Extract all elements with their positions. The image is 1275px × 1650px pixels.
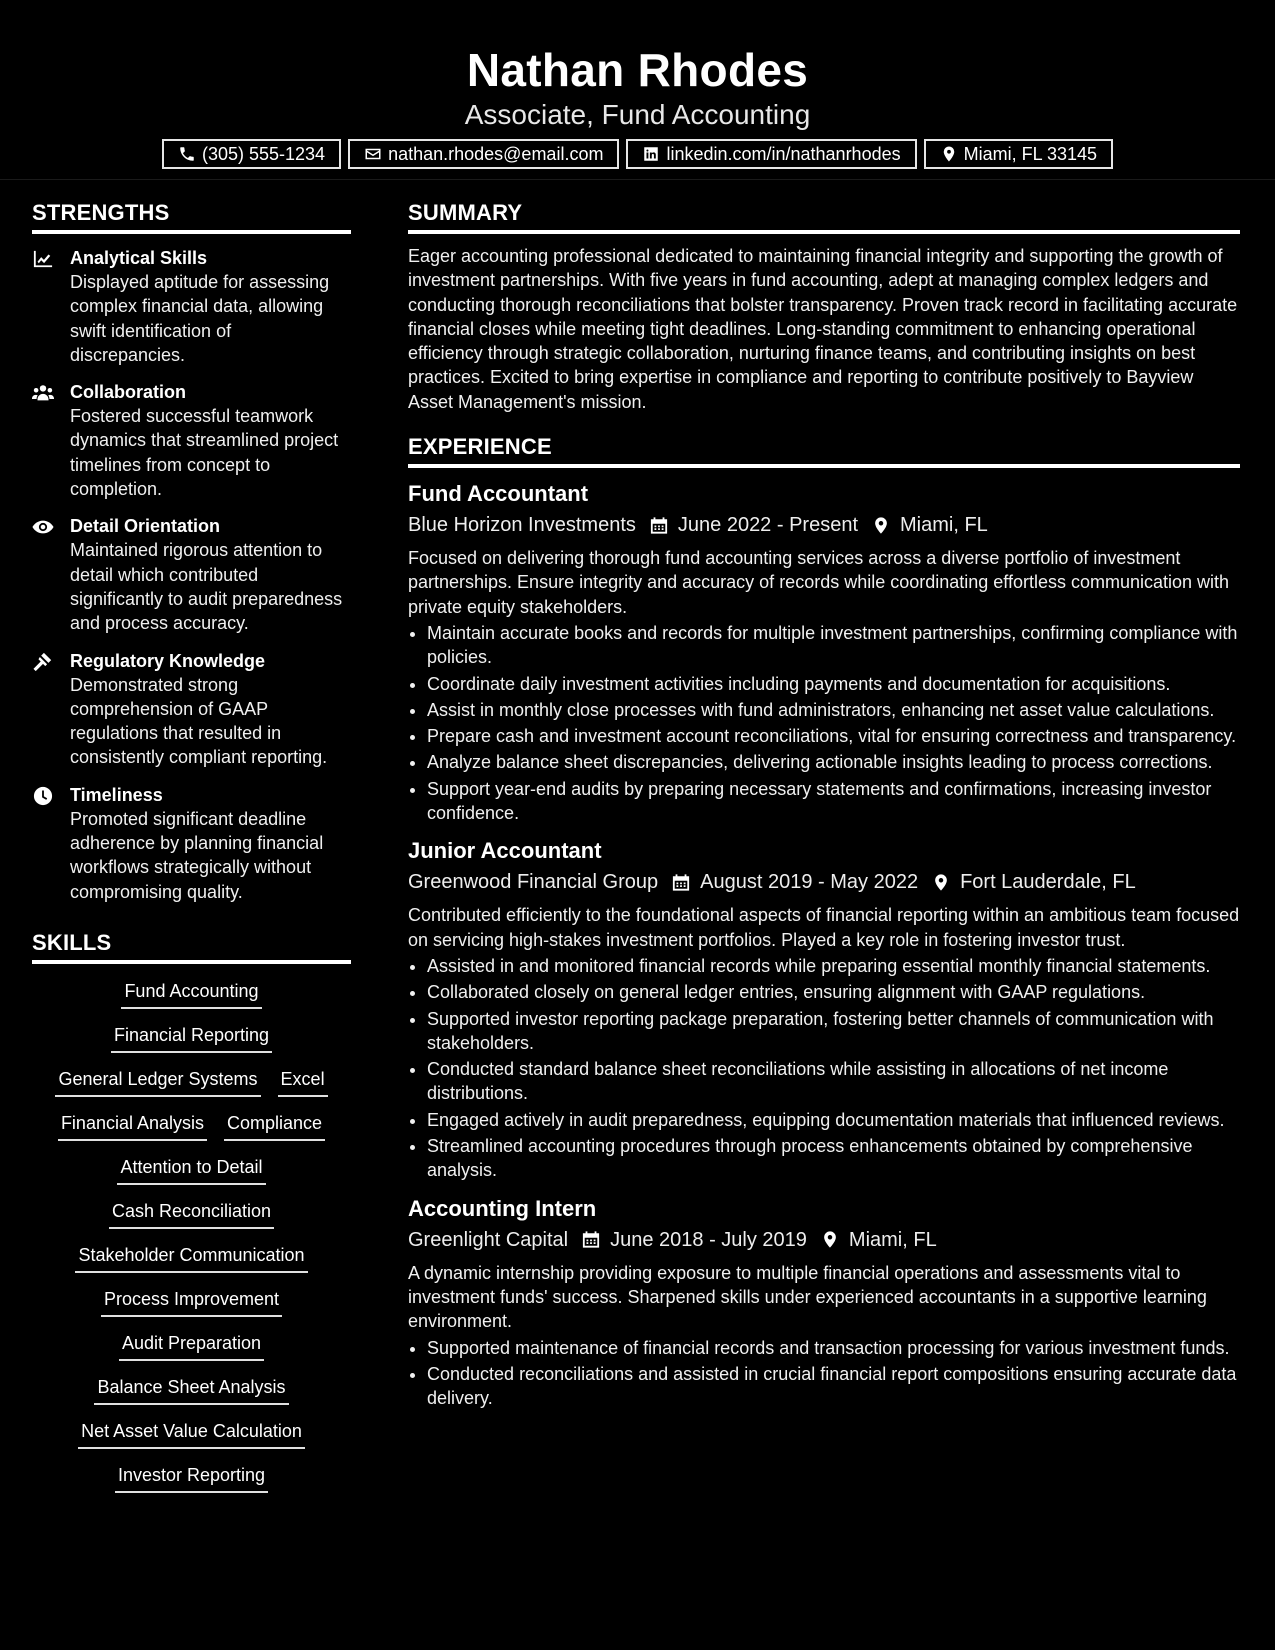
- job-bullets: [408, 954, 1240, 1183]
- skill-tag: Process Improvement: [101, 1286, 282, 1317]
- skills-list: [32, 978, 351, 1493]
- summary-heading: SUMMARY: [408, 198, 1240, 234]
- chart-line-icon: [32, 249, 54, 269]
- job-bullet: • Conducted reconciliations and assisted in crucial financial report compositions ensuring accurate data delivery.: [427, 1362, 1240, 1411]
- strengths-heading: STRENGTHS: [32, 198, 351, 234]
- email-text: nathan.rhodes@email.com: [388, 144, 604, 164]
- eye-icon: [32, 517, 54, 537]
- calendar-icon: [582, 1230, 600, 1249]
- job-title: Junior Accountant: [408, 838, 602, 864]
- job-dates: June 2022 - Present: [677, 514, 859, 537]
- job-meta: [408, 1225, 1240, 1255]
- strength-title: Timeliness: [70, 784, 163, 805]
- contact-location[interactable]: [924, 139, 1113, 169]
- contact-linkedin[interactable]: [626, 139, 916, 169]
- linkedin-icon: [642, 145, 660, 163]
- strength-desc: Maintained rigorous attention to detail which contributed significantly to audit preparedness and process accuracy.: [70, 540, 343, 634]
- clock-icon: [32, 786, 54, 806]
- job-meta: [408, 510, 1240, 540]
- candidate-title: Associate, Fund Accounting: [464, 99, 811, 130]
- envelope-icon: [364, 145, 382, 163]
- skill-tag: Investor Reporting: [115, 1462, 268, 1493]
- skill-tag: Attention to Detail: [117, 1154, 265, 1185]
- job-bullet: • Supported investor reporting package preparation, fostering better channels of communication with stakeholders.: [427, 1007, 1240, 1056]
- job-bullet: • Analyze balance sheet discrepancies, delivering actionable insights leading to process corrections.: [427, 750, 1240, 774]
- strength-item: [32, 783, 351, 904]
- job-dates: June 2018 - July 2019: [610, 1228, 807, 1251]
- skill-tag: Stakeholder Communication: [75, 1242, 307, 1273]
- job-entry: [408, 1195, 1240, 1411]
- strength-title: Analytical Skills: [70, 248, 208, 268]
- skill-tag: Net Asset Value Calculation: [78, 1418, 305, 1449]
- job-title: Accounting Intern: [408, 1195, 597, 1221]
- strength-desc: Demonstrated strong comprehension of GAAP regulations that resulted in consistently compliant reporting.: [70, 674, 328, 768]
- job-company: Blue Horizon Investments: [408, 514, 636, 537]
- job-bullet: • Engaged actively in audit preparedness, equipping documentation materials that influenced reviews.: [427, 1108, 1240, 1132]
- strength-item: [32, 246, 351, 367]
- skill-tag: Cash Reconciliation: [109, 1198, 274, 1229]
- job-bullet: • Prepare cash and investment account reconciliations, vital for ensuring correctness and transparency.: [427, 724, 1240, 748]
- job-bullet: • Supported maintenance of financial records and transaction processing for various investment funds.: [427, 1336, 1240, 1360]
- phone-icon: [178, 145, 196, 163]
- job-bullets: [408, 1336, 1240, 1411]
- job-bullet: • Assisted in and monitored financial records while preparing essential monthly financial statements.: [427, 954, 1240, 978]
- users-icon: [32, 383, 54, 403]
- contact-bar: [0, 139, 1275, 169]
- job-bullets: [408, 621, 1240, 825]
- job-location: Miami, FL: [848, 1228, 937, 1251]
- job-entry: [408, 480, 1240, 825]
- summary-text: Eager accounting professional dedicated to maintaining financial integrity and supporting the growth of investment partnerships. With five years in fund accounting, adept at managing complex ledgers and conducting thorough reconciliations that bolster transparency. Proven track record in facilitating accurate financial closes while meeting tight deadlines. Long-standing commitment to enhancing operational efficiency through strategic collaboration, nurturing finance teams, and contributing insights on best practices. Excited to bring expertise in compliance and reporting to contribute positively to Bayview Asset Management's mission.: [408, 246, 1238, 412]
- job-title: Fund Accountant: [408, 481, 589, 507]
- strength-desc: Displayed aptitude for assessing complex financial data, allowing swift identification of discrepancies.: [70, 272, 330, 365]
- skill-tag: Audit Preparation: [119, 1330, 264, 1361]
- skills-heading: SKILLS: [32, 928, 351, 964]
- skill-tag: Balance Sheet Analysis: [94, 1374, 288, 1405]
- job-entry: [408, 837, 1240, 1182]
- job-location: Fort Lauderdale, FL: [960, 871, 1136, 894]
- calendar-icon: [650, 516, 668, 535]
- map-pin-icon: [821, 1230, 839, 1249]
- job-company: Greenwood Financial Group: [408, 871, 659, 894]
- job-bullet: • Streamlined accounting procedures through process enhancements obtained by comprehensive analysis.: [427, 1134, 1240, 1183]
- map-pin-icon: [932, 873, 950, 892]
- job-bullet: • Conducted standard balance sheet reconciliations while assisting in allocations of net income distributions.: [427, 1057, 1240, 1106]
- calendar-icon: [672, 873, 690, 892]
- skill-tag: Financial Reporting: [111, 1022, 272, 1053]
- skill-tag: Excel: [278, 1066, 328, 1097]
- strength-title: Collaboration: [70, 382, 186, 403]
- right-column: [408, 198, 1240, 1422]
- resume-header: [0, 0, 1275, 180]
- job-company: Greenlight Capital: [408, 1228, 569, 1251]
- experience-heading: EXPERIENCE: [408, 432, 1240, 468]
- strength-title: Detail Orientation: [70, 516, 221, 537]
- skill-tag: Financial Analysis: [58, 1110, 207, 1141]
- job-bullet: • Assist in monthly close processes with fund administrators, enhancing net asset value calculations.: [427, 698, 1240, 722]
- strength-item: [32, 514, 351, 635]
- job-bullet: • Coordinate daily investment activities including payments and documentation for acquisitions.: [427, 672, 1240, 696]
- job-bullet: • Support year-end audits by preparing necessary statements and confirmations, increasing investor confidence.: [427, 777, 1240, 826]
- job-description: Focused on delivering thorough fund accounting services across a diverse portfolio of investment partnerships. Ensure integrity and accuracy of records while coordinating effortless communication with private equity stakeholders.: [408, 548, 1230, 617]
- contact-phone[interactable]: [162, 139, 341, 169]
- linkedin-text: linkedin.com/in/nathanrhodes: [666, 144, 901, 164]
- job-dates: August 2019 - May 2022: [700, 871, 919, 894]
- job-description: Contributed efficiently to the foundational aspects of financial reporting within an ambitious team focused on servicing high-stakes investment portfolios. Played a key role in fostering investor trust.: [408, 905, 1240, 950]
- skill-tag: Fund Accounting: [121, 978, 261, 1009]
- skill-tag: Compliance: [224, 1110, 325, 1141]
- job-description: A dynamic internship providing exposure to multiple financial operations and assessments vital to investment funds' success. Sharpened skills under experienced accountants in a supportive learning environment.: [408, 1262, 1207, 1332]
- location-text: Miami, FL 33145: [963, 144, 1098, 164]
- phone-text: (305) 555-1234: [201, 144, 326, 164]
- strength-desc: Fostered successful teamwork dynamics that streamlined project timelines from concept to completion.: [70, 406, 339, 500]
- gavel-icon: [32, 652, 54, 672]
- strength-item: [32, 649, 351, 770]
- job-location: Miami, FL: [900, 514, 988, 537]
- left-column: [32, 198, 351, 1506]
- job-bullet: • Maintain accurate books and records for multiple investment partnerships, confirming compliance with policies.: [427, 621, 1240, 670]
- contact-email[interactable]: [348, 139, 619, 169]
- map-pin-icon: [940, 145, 958, 163]
- job-meta: [408, 867, 1240, 897]
- map-pin-icon: [872, 516, 890, 535]
- job-bullet: • Collaborated closely on general ledger entries, ensuring alignment with GAAP regulations.: [427, 980, 1240, 1004]
- strength-title: Regulatory Knowledge: [70, 650, 266, 671]
- skill-tag: General Ledger Systems: [55, 1066, 260, 1097]
- strength-desc: Promoted significant deadline adherence by planning financial workflows strategically without compromising quality.: [70, 808, 324, 902]
- candidate-name: Nathan Rhodes: [466, 44, 809, 96]
- strength-item: [32, 380, 351, 501]
